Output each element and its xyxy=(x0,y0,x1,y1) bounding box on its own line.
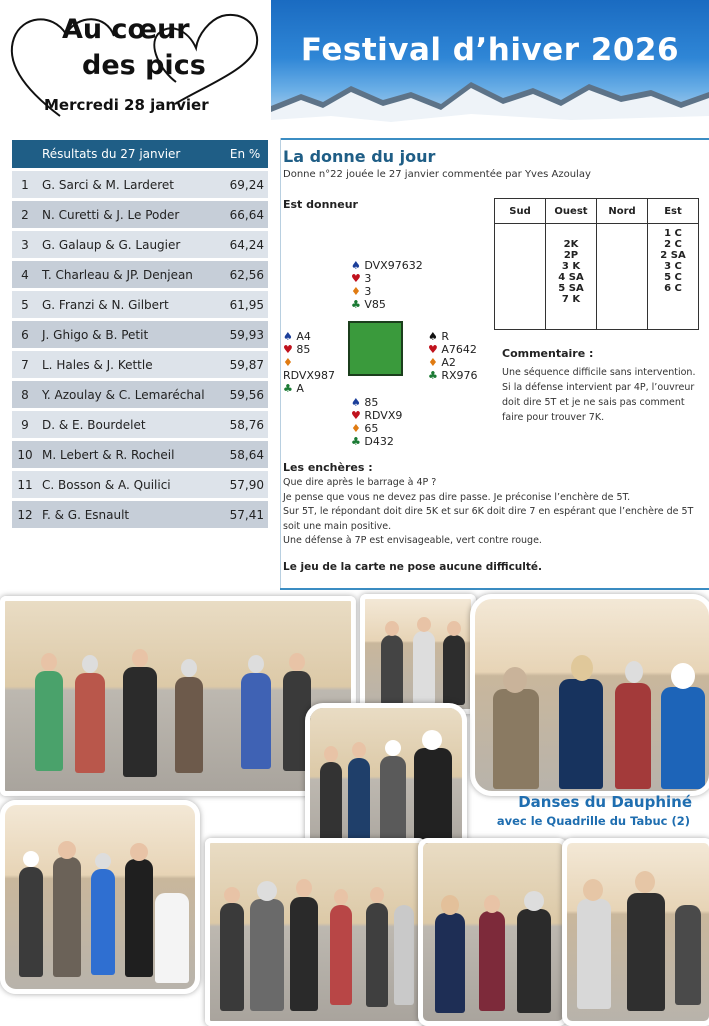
photo-dancers-hall xyxy=(205,838,425,1026)
bidding-header-nord: Nord xyxy=(597,199,648,224)
rank-cell: 12 xyxy=(12,501,38,528)
section-subtitle: Donne n°22 jouée le 27 janvier commentée par Yves Azoulay xyxy=(283,169,591,180)
header-percent: En % xyxy=(222,140,268,168)
hand-west xyxy=(283,330,335,395)
east-diamonds: A2 xyxy=(441,356,456,369)
south-hearts: RDVX9 xyxy=(364,409,403,422)
bid-ouest: 5 SA xyxy=(558,283,584,294)
east-clubs: RX976 xyxy=(441,369,478,382)
percent-cell: 58,64 xyxy=(222,441,268,468)
bid-est: 3 C xyxy=(664,261,682,272)
header-rank xyxy=(12,140,38,168)
pair-name-cell: C. Bosson & A. Quilici xyxy=(38,471,222,498)
percent-cell: 69,24 xyxy=(222,171,268,198)
bidding-column-sud xyxy=(495,224,546,330)
pair-name-cell: G. Galaup & G. Laugier xyxy=(38,231,222,258)
rank-cell: 6 xyxy=(12,321,38,348)
diamond-icon: ♦ xyxy=(351,422,361,435)
table-row xyxy=(12,321,268,348)
heart-icon: ♥ xyxy=(428,343,438,356)
paragraph: Sur 5T, le répondant doit dire 5K et sur 6K doit dire 7 en espérant que l’enchère de 5T soit une main positive. xyxy=(283,506,694,532)
percent-cell: 62,56 xyxy=(222,261,268,288)
divider xyxy=(281,138,709,140)
paragraph: Que dire après le barrage à 4P ? xyxy=(283,477,437,488)
pair-name-cell: J. Ghigo & B. Petit xyxy=(38,321,222,348)
pair-name-cell: L. Hales & J. Kettle xyxy=(38,351,222,378)
play-conclusion: Le jeu de la carte ne pose aucune difficulté. xyxy=(283,561,543,573)
bid-ouest xyxy=(547,228,595,239)
logo xyxy=(0,0,268,125)
comment-title: Commentaire : xyxy=(502,347,594,360)
hand-south xyxy=(351,396,402,448)
west-hearts: 85 xyxy=(296,343,311,356)
photo-caption-title: Danses du Dauphiné xyxy=(518,793,692,811)
bid-est: 2 SA xyxy=(660,250,686,261)
paragraph: Je pense que vous ne devez pas dire passe. Je préconise l’enchère de 5T. xyxy=(283,491,631,503)
bid-ouest: 2K xyxy=(563,239,579,250)
pair-name-cell: D. & E. Bourdelet xyxy=(38,411,222,438)
heart-icon: ♥ xyxy=(283,343,293,356)
table-row xyxy=(12,201,268,228)
photo-dancers-costume xyxy=(0,800,200,994)
table-row xyxy=(12,381,268,408)
dealer-label: Est donneur xyxy=(283,198,358,211)
bidding-header-sud: Sud xyxy=(495,199,546,224)
table-header-row xyxy=(12,140,268,168)
header-banner xyxy=(271,0,709,128)
bidding-column-nord xyxy=(597,224,648,330)
west-spades: A4 xyxy=(296,330,311,343)
table-row xyxy=(12,231,268,258)
bid-ouest: 2P xyxy=(563,250,579,261)
table-row xyxy=(12,411,268,438)
bid-ouest: 7 K xyxy=(561,294,581,305)
rank-cell: 7 xyxy=(12,351,38,378)
section-title: La donne du jour xyxy=(283,147,436,166)
bidding-header-ouest: Ouest xyxy=(546,199,597,224)
percent-cell: 58,76 xyxy=(222,411,268,438)
logo-line-2: des pics xyxy=(82,50,206,81)
pair-name-cell: T. Charleau & JP. Denjean xyxy=(38,261,222,288)
table-row xyxy=(12,261,268,288)
percent-cell: 61,95 xyxy=(222,291,268,318)
percent-cell: 59,93 xyxy=(222,321,268,348)
issue-date: Mercredi 28 janvier xyxy=(44,96,209,114)
photo-dancers-pair xyxy=(418,838,568,1026)
percent-cell: 59,56 xyxy=(222,381,268,408)
bidding-discussion-body xyxy=(283,476,695,549)
pair-name-cell: F. & G. Esnault xyxy=(38,501,222,528)
percent-cell: 57,41 xyxy=(222,501,268,528)
photo-audience-clapping xyxy=(470,594,709,796)
east-hearts: A7642 xyxy=(441,343,477,356)
header-results-label: Résultats du 27 janvier xyxy=(38,140,222,168)
table-row xyxy=(12,291,268,318)
percent-cell: 64,24 xyxy=(222,231,268,258)
paragraph: Une défense à 7P est envisageable, vert contre rouge. xyxy=(283,535,542,546)
rank-cell: 4 xyxy=(12,261,38,288)
spade-icon: ♠ xyxy=(428,330,438,343)
table-row xyxy=(12,351,268,378)
rank-cell: 11 xyxy=(12,471,38,498)
rank-cell: 2 xyxy=(12,201,38,228)
pair-name-cell: N. Curetti & J. Le Poder xyxy=(38,201,222,228)
bid-est: 1 C xyxy=(664,228,682,239)
photo-dancers-kick xyxy=(562,838,709,1026)
diamond-icon: ♦ xyxy=(351,285,361,298)
photo-dancers-line xyxy=(360,594,476,714)
divider xyxy=(280,588,709,590)
bid-est: 6 C xyxy=(664,283,682,294)
rank-cell: 9 xyxy=(12,411,38,438)
bidding-header-est: Est xyxy=(648,199,699,224)
table-row xyxy=(12,501,268,528)
bidding-discussion-title: Les enchères : xyxy=(283,461,373,474)
comment-line: Une séquence difficile sans intervention. xyxy=(502,367,696,378)
pair-name-cell: Y. Azoulay & C. Lemaréchal xyxy=(38,381,222,408)
bid-ouest: 3 K xyxy=(561,261,581,272)
pair-name-cell: M. Lebert & R. Rocheil xyxy=(38,441,222,468)
percent-cell: 57,90 xyxy=(222,471,268,498)
table-row xyxy=(12,471,268,498)
rank-cell: 8 xyxy=(12,381,38,408)
page-title: Festival d’hiver 2026 xyxy=(300,32,680,68)
spade-icon: ♠ xyxy=(283,330,293,343)
south-spades: 85 xyxy=(364,396,379,409)
rank-cell: 5 xyxy=(12,291,38,318)
hand-east xyxy=(428,330,478,382)
club-icon: ♣ xyxy=(428,369,438,382)
bid-est: 2 C xyxy=(664,239,682,250)
south-diamonds: 65 xyxy=(364,422,379,435)
north-clubs: V85 xyxy=(364,298,386,311)
pair-name-cell: G. Sarci & M. Larderet xyxy=(38,171,222,198)
divider xyxy=(280,138,281,588)
comment-line: Si la défense intervient par 4P, l’ouvreur doit dire 5T et je ne sais pas comment faire pour trouver 7K. xyxy=(502,382,695,423)
comment-body xyxy=(502,365,707,425)
rank-cell: 1 xyxy=(12,171,38,198)
heart-icon: ♥ xyxy=(351,409,361,422)
hand-north xyxy=(351,259,423,311)
percent-cell: 59,87 xyxy=(222,351,268,378)
south-clubs: D432 xyxy=(364,435,394,448)
north-spades: DVX97632 xyxy=(364,259,423,272)
bridge-table-icon xyxy=(348,321,403,376)
bidding-column-est xyxy=(648,224,699,330)
bidding-table xyxy=(494,198,699,330)
table-row xyxy=(12,171,268,198)
pair-name-cell: G. Franzi & N. Gilbert xyxy=(38,291,222,318)
bid-est: 5 C xyxy=(664,272,682,283)
bidding-column-ouest xyxy=(546,224,597,330)
mountains-icon xyxy=(271,78,709,128)
club-icon: ♣ xyxy=(351,298,361,311)
bid-ouest: 4 SA xyxy=(558,272,584,283)
table-row xyxy=(12,441,268,468)
photo-caption-subtitle: avec le Quadrille du Tabuc (2) xyxy=(496,814,690,828)
club-icon: ♣ xyxy=(283,382,293,395)
percent-cell: 66,64 xyxy=(222,201,268,228)
east-spades: R xyxy=(441,330,450,343)
club-icon: ♣ xyxy=(351,435,361,448)
diamond-icon: ♦ xyxy=(428,356,438,369)
heart-icon: ♥ xyxy=(351,272,361,285)
logo-line-1: Au cœur xyxy=(62,14,190,45)
spade-icon: ♠ xyxy=(351,396,361,409)
photo-dance-hall xyxy=(0,596,356,796)
diamond-icon: ♦ xyxy=(283,356,293,369)
rank-cell: 3 xyxy=(12,231,38,258)
north-hearts: 3 xyxy=(364,272,372,285)
rank-cell: 10 xyxy=(12,441,38,468)
west-clubs: A xyxy=(296,382,304,395)
west-diamonds: RDVX987 xyxy=(283,369,335,382)
spade-icon: ♠ xyxy=(351,259,361,272)
north-diamonds: 3 xyxy=(364,285,372,298)
results-table xyxy=(12,137,268,531)
